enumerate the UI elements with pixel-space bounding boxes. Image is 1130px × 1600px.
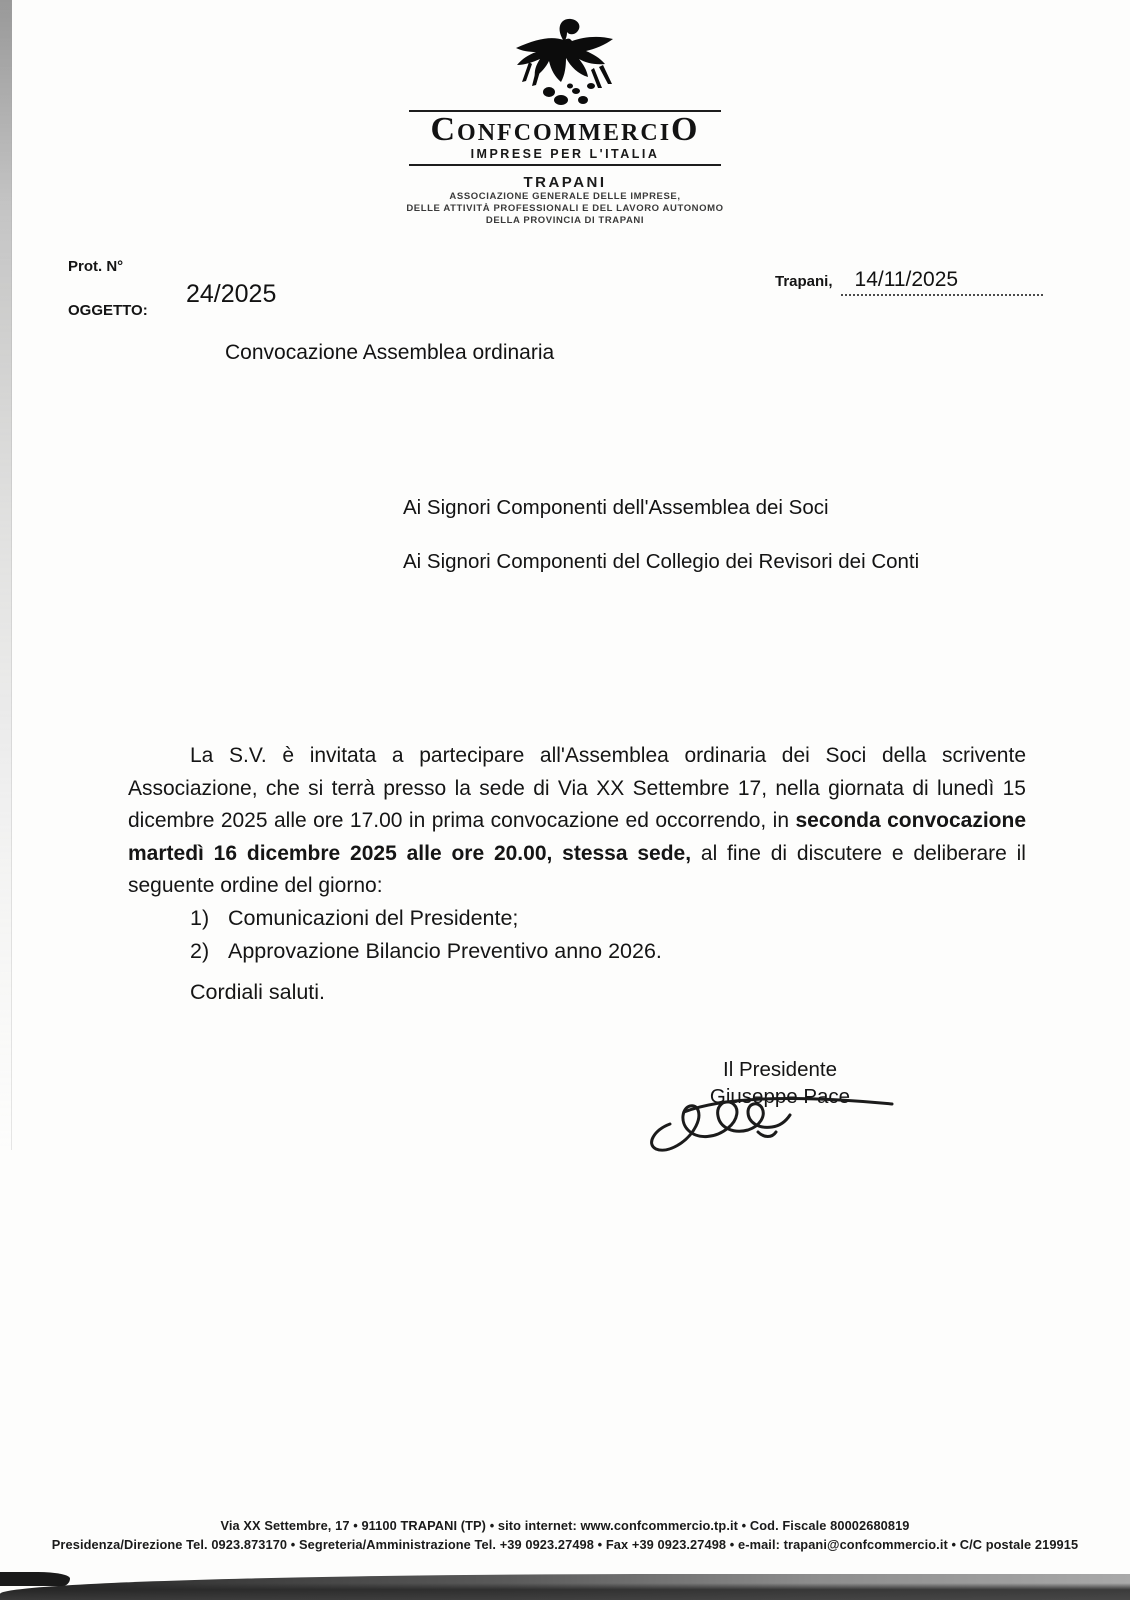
recipient-line: Ai Signori Componenti dell'Assemblea dei Soci: [403, 496, 829, 519]
brand-wordmark: ConfcommerciO: [430, 111, 700, 148]
recipient-line: Ai Signori Componenti del Collegio dei Revisori dei Conti: [403, 550, 920, 573]
date-line: [775, 268, 1043, 296]
prot-number: 24/2025: [186, 280, 277, 308]
agenda-item-text: Approvazione Bilancio Preventivo anno 2026.: [228, 939, 662, 963]
org-description-line: DELLE ATTIVITÀ PROFESSIONALI E DEL LAVORO AUTONOMO: [406, 203, 724, 214]
signature-name: Giuseppe Pace: [709, 1085, 851, 1108]
oggetto-label: OGGETTO:: [68, 302, 148, 319]
date-place-label: Trapani,: [775, 273, 833, 290]
footer: [0, 1516, 1130, 1554]
footer-address-line: Via XX Settembre, 17 • 91100 TRAPANI (TP) • sito internet: www.confcommercio.tp.it • Cod. Fiscale 80002680819: [220, 1518, 910, 1533]
closing-salutation: Cordiali saluti.: [190, 980, 326, 1004]
agenda-list: [190, 902, 662, 968]
brand-tagline: IMPRESE PER L'ITALIA: [470, 147, 660, 161]
letterhead: [0, 16, 1130, 227]
agenda-item-number: 2): [190, 939, 210, 963]
body-text: al fine di discutere e deliberare il seguente ordine del giorno:: [128, 841, 1026, 898]
body-paragraph: [128, 740, 1026, 903]
agenda-item: [190, 935, 662, 968]
footer-contacts-line: Presidenza/Direzione Tel. 0923.873170 • Segreteria/Amministrazione Tel. +39 0923.27498 • Fax +39 0923.27498 • e-mail: trapani@confcommercio.it • C/C postale 219915: [51, 1537, 1079, 1552]
org-description-line: ASSOCIAZIONE GENERALE DELLE IMPRESE,: [449, 191, 681, 202]
scan-edge-bottom-shadow: [0, 1574, 1130, 1600]
date-value: 14/11/2025: [841, 268, 1043, 296]
signature-scribble: [640, 1072, 902, 1152]
signature-role: Il Presidente: [723, 1058, 837, 1081]
agenda-item: [190, 902, 662, 935]
scan-edge-bottom-left-shadow: [0, 1572, 70, 1586]
org-city: TRAPANI: [523, 174, 607, 191]
body-text: La S.V. è invitata a partecipare all'Assemblea ordinaria dei Soci della scrivente Associazione, che si terrà presso la sede di Via XX Settembre 17, nella giornata di lunedì 15 dicembre 2025 alle ore 17.00 in prima convocazione ed occorrendo, in: [128, 744, 1026, 833]
prot-label: Prot. N°: [68, 258, 124, 275]
agenda-item-number: 1): [190, 906, 210, 930]
agenda-item-text: Comunicazioni del Presidente;: [228, 906, 519, 930]
org-description-line: DELLA PROVINCIA DI TRAPANI: [485, 215, 645, 226]
eagle-logo-icon: [486, 16, 644, 108]
subject-line: Convocazione Assemblea ordinaria: [225, 341, 555, 364]
body-text-bold: seconda convocazione martedì 16 dicembre 2025 alle ore 20.00, stessa sede,: [128, 809, 1027, 865]
brand-block: [409, 110, 721, 166]
